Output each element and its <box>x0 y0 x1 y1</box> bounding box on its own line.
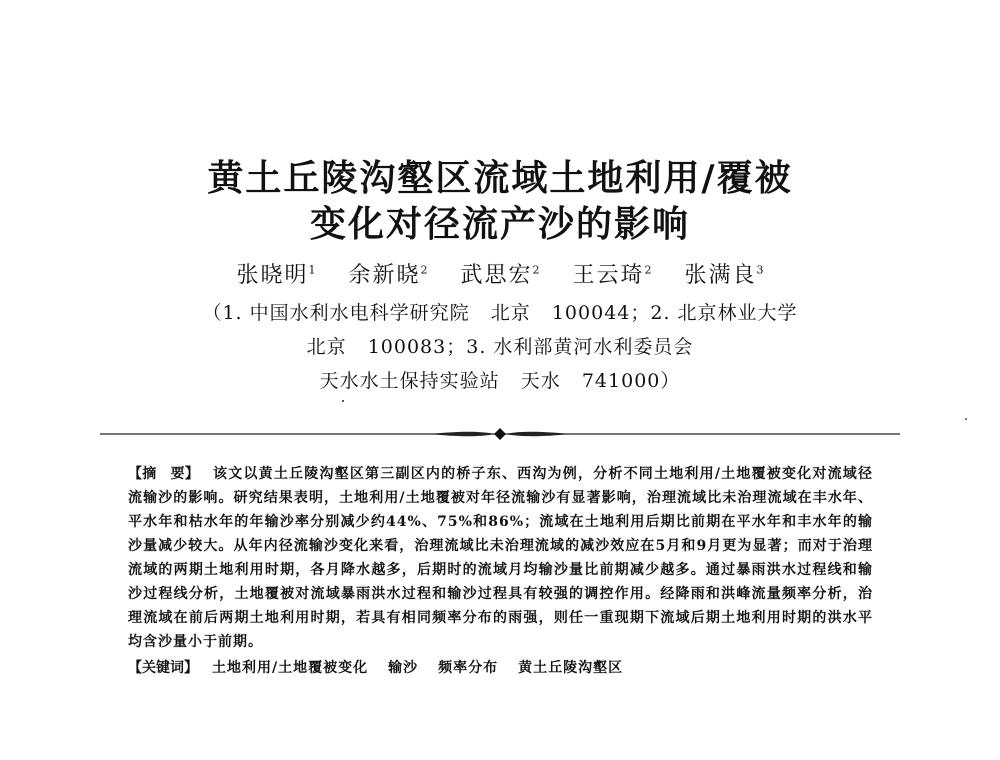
keyword: 频率分布 <box>438 660 499 676</box>
affiliation-line-1: （1. 中国水利水电科学研究院 北京 100044；2. 北京林业大学 <box>202 302 798 324</box>
affiliation-line-2: 北京 100083；3. 水利部黄河水利委员会 <box>306 336 694 358</box>
author-2: 余新晓$^2$ <box>348 263 428 288</box>
paper-title-line-1: 黄土丘陵沟壑区流域土地利用/覆被 <box>207 158 793 199</box>
keywords-line <box>128 656 873 680</box>
keywords-label: 【关键词】 <box>128 660 198 676</box>
author-list <box>0 258 1000 289</box>
author-1: 张晓明$^1$ <box>236 263 316 288</box>
abstract-paragraph <box>128 462 873 654</box>
abstract-label: 【摘 要】 <box>128 466 200 482</box>
author-5: 张满良$^3$ <box>684 263 764 288</box>
abstract-block <box>128 462 873 680</box>
affiliation-line-3: 天水水土保持实验站 天水 741000） <box>319 370 681 392</box>
keyword: 土地利用/土地覆被变化 <box>212 660 369 676</box>
scan-speck <box>342 400 344 402</box>
scan-speck <box>965 418 967 420</box>
author-3: 武思宏$^2$ <box>460 263 540 288</box>
keyword: 黄土丘陵沟壑区 <box>518 660 624 676</box>
author-4: 王云琦$^2$ <box>572 263 652 288</box>
keyword: 输沙 <box>388 660 419 676</box>
paper-title-line-2: 变化对径流产沙的影响 <box>309 204 690 245</box>
ornamental-divider <box>100 428 900 440</box>
abstract-text: 该文以黄土丘陵沟壑区第三副区内的桥子东、西沟为例，分析不同土地利用/土地覆被变化对流域径流输沙的影响。研究结果表明，土地利用/土地覆被对年径流输沙有显著影响，治理流域比未治理流域在丰水年、平水年和枯水年的年输沙率分别减少约44%、75%和86%；流域在土地利用后期比前期在平水年和丰水年的输沙量减少较大。从年内径流输沙变化来看，治理流域比未治理流域的减沙效应在5月和9月更为显著；而对于治理流域的两期土地利用时期，各月降水越多，后期时的流域月均输沙量比前期减少越多。通过暴雨洪水过程线和输沙过程线分析，土地覆被对流域暴雨洪水过程和输沙过程具有较强的调控作用。经降雨和洪峰流量频率分析，治理流域在前后两期土地利用时期，若具有相同频率分布的雨强，则任一重现期下流域后期土地利用时期的洪水平均含沙量小于前期。 <box>128 466 873 650</box>
